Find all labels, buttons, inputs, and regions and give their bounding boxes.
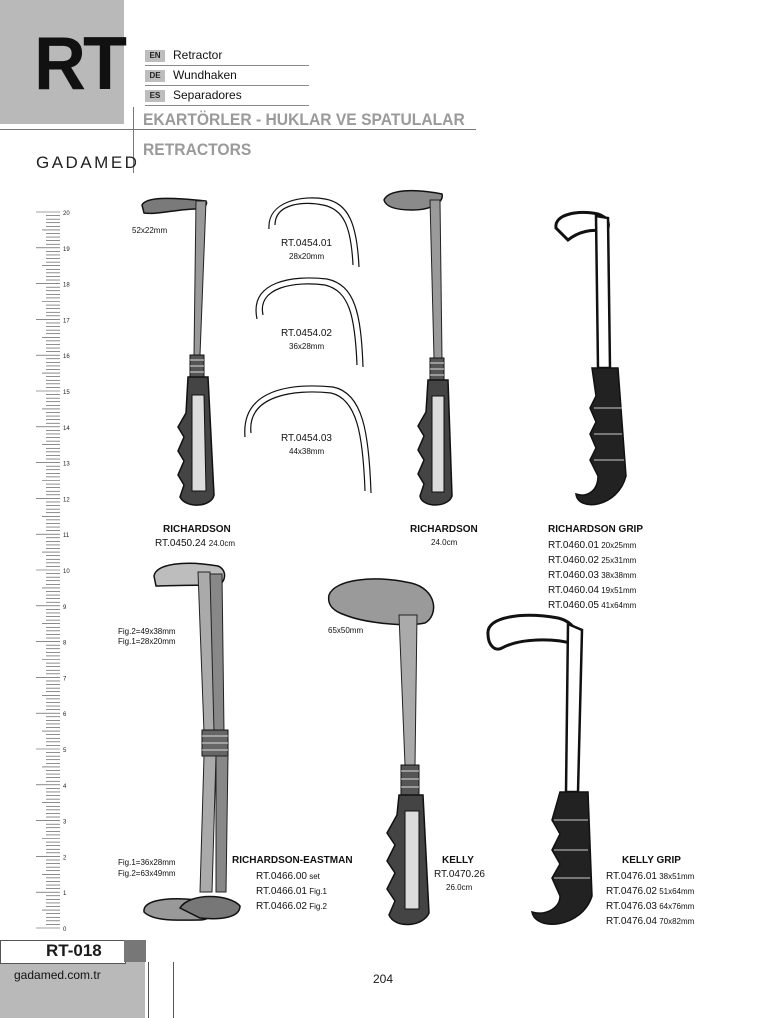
product-name: KELLY xyxy=(442,855,474,866)
richardson-grip-image xyxy=(548,208,648,513)
ruler-label: 1 xyxy=(63,891,67,898)
product-code-row xyxy=(548,583,636,598)
product-name: RICHARDSON GRIP xyxy=(548,524,644,535)
product-size: 51x64mm xyxy=(656,887,695,896)
product-length: 26.0cm xyxy=(446,883,473,892)
ruler-label: 14 xyxy=(63,425,70,432)
logo-mark xyxy=(36,150,140,174)
blade-size: 36x28mm xyxy=(289,342,325,351)
richardson-eastman-code-list xyxy=(256,869,327,914)
product-name: KELLY GRIP xyxy=(622,855,681,866)
ruler-label: 3 xyxy=(63,819,67,826)
kelly-grip-image xyxy=(484,612,596,930)
product-size: Fig.2 xyxy=(306,902,327,911)
ruler-label: 11 xyxy=(63,533,70,540)
ruler-label: 7 xyxy=(63,676,67,683)
product-code-row xyxy=(256,869,327,884)
size-note: 65x50mm xyxy=(328,626,364,635)
product-code: RT.0466.02 xyxy=(256,901,307,912)
scale-ruler xyxy=(36,211,72,933)
ruler-label: 8 xyxy=(63,640,67,647)
figure-note: Fig.2=49x38mm xyxy=(118,627,176,636)
product-size: 20x25mm xyxy=(598,541,637,550)
ruler-label: 2 xyxy=(63,855,67,862)
product-code: RT.0466.01 xyxy=(256,886,307,897)
ruler-label: 10 xyxy=(63,569,70,575)
product-size: 19x51mm xyxy=(598,586,637,595)
figure-note: Fig.1=28x20mm xyxy=(118,637,176,646)
product-code: RT.0476.04 xyxy=(606,916,657,927)
figure-note: Fig.2=63x49mm xyxy=(118,869,176,878)
product-size: 38x38mm xyxy=(598,571,637,580)
language-tag: DE xyxy=(145,70,165,82)
ruler-label: 6 xyxy=(63,712,67,719)
logo-text: GADAMED xyxy=(36,153,140,172)
product-code-row xyxy=(256,899,327,914)
ruler-label: 18 xyxy=(63,282,70,289)
product-code: RT.0460.04 xyxy=(548,585,599,596)
product-code: RT.0460.01 xyxy=(548,540,599,551)
ruler-label: 13 xyxy=(63,461,70,468)
product-code-row xyxy=(606,899,694,914)
product-code-row xyxy=(548,538,636,553)
language-text: Separadores xyxy=(173,88,242,102)
footer-strip xyxy=(148,962,174,1018)
product-code: RT.0460.05 xyxy=(548,600,599,611)
product-code-row xyxy=(548,598,636,613)
ruler-label: 16 xyxy=(63,354,70,361)
product-size: 41x64mm xyxy=(598,601,637,610)
page-code: RT-018 xyxy=(46,941,102,960)
ruler-label: 9 xyxy=(63,604,67,611)
footer-accent xyxy=(124,940,146,962)
category-code: RT xyxy=(34,22,124,106)
richardson-retractor-image xyxy=(138,195,218,515)
page-number: 204 xyxy=(373,972,394,986)
figure-note: Fig.1=36x28mm xyxy=(118,858,176,867)
product-code: RT.0460.03 xyxy=(548,570,599,581)
product-code: RT.0476.01 xyxy=(606,871,657,882)
size-note: 52x22mm xyxy=(132,226,168,235)
ruler-label: 20 xyxy=(63,211,70,217)
ruler-label: 19 xyxy=(63,246,70,253)
blade-size: 28x20mm xyxy=(289,252,325,261)
product-name: RICHARDSON-EASTMAN xyxy=(232,855,353,866)
language-text: Retractor xyxy=(173,48,223,62)
product-code-row xyxy=(606,914,694,929)
product-length: 24.0cm xyxy=(431,538,458,547)
product-code: RT.0450.24 xyxy=(155,538,206,549)
product-code-line xyxy=(155,538,235,549)
product-code-row xyxy=(548,568,636,583)
product-size: 64x76mm xyxy=(656,902,695,911)
product-length: 24.0cm xyxy=(208,539,235,548)
page-title: EKARTÖRLER - HUKLAR VE SPATULALAR xyxy=(143,110,465,129)
product-name: RICHARDSON xyxy=(163,524,231,535)
product-code-row xyxy=(548,553,636,568)
language-tag: EN xyxy=(145,50,165,62)
product-size: Fig.1 xyxy=(306,887,327,896)
brand-logo xyxy=(36,150,140,180)
language-tag: ES xyxy=(145,90,165,102)
ruler-label: 17 xyxy=(63,318,70,325)
product-code: RT.0476.02 xyxy=(606,886,657,897)
page-subtitle: RETRACTORS xyxy=(143,140,252,159)
blade-code: RT.0454.03 xyxy=(281,433,332,444)
product-code-row xyxy=(606,884,694,899)
language-text: Wundhaken xyxy=(173,68,237,82)
product-name: RICHARDSON xyxy=(410,524,478,535)
ruler-label: 12 xyxy=(63,497,70,504)
ruler-label: 0 xyxy=(63,927,67,933)
language-row-en xyxy=(145,47,309,66)
kelly-grip-code-list xyxy=(606,869,694,929)
product-code: RT.0470.26 xyxy=(434,869,485,880)
ruler-label: 15 xyxy=(63,390,70,396)
product-code-row xyxy=(256,884,327,899)
blade-code: RT.0454.02 xyxy=(281,328,332,339)
blade-size: 44x38mm xyxy=(289,447,325,456)
product-size: 38x51mm xyxy=(656,872,695,881)
language-row-de xyxy=(145,67,309,86)
product-size: 25x31mm xyxy=(598,556,637,565)
richardson-retractor-image-2 xyxy=(382,188,462,513)
product-code: RT.0466.00 xyxy=(256,871,307,882)
product-code: RT.0460.02 xyxy=(548,555,599,566)
language-row-es xyxy=(145,87,309,106)
ruler-label: 4 xyxy=(63,783,67,790)
blade-code: RT.0454.01 xyxy=(281,238,332,249)
product-code-row xyxy=(606,869,694,884)
ruler-label: 5 xyxy=(63,748,67,754)
product-code: RT.0476.03 xyxy=(606,901,657,912)
website-link[interactable]: gadamed.com.tr xyxy=(14,968,101,982)
product-size: 70x82mm xyxy=(656,917,695,926)
richardson-grip-code-list xyxy=(548,538,636,613)
product-size: set xyxy=(306,872,320,881)
